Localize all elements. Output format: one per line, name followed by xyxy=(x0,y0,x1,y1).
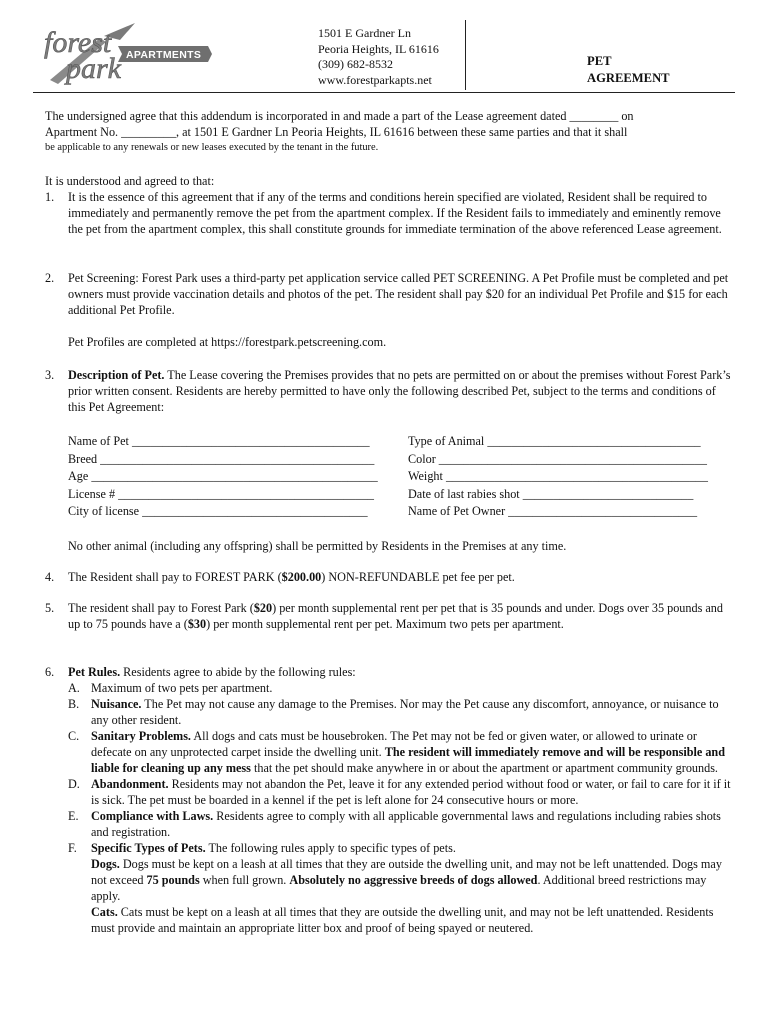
address-phone: (309) 682-8532 xyxy=(318,57,393,71)
clause-body: ) per month supplemental rent per pet that is 35 pounds and under. Dogs over 35 pounds and up to 75 pounds have a ( xyxy=(68,601,723,631)
rule-letter: B. xyxy=(68,697,80,711)
clause-4-pet-fee xyxy=(45,569,735,585)
rule-lead: Specific Types of Pets. xyxy=(91,841,206,855)
clause-body: Residents agree to abide by the following rules: xyxy=(120,665,356,679)
rule-text: Maximum of two pets per apartment. xyxy=(91,681,273,695)
rule-text xyxy=(91,840,735,936)
intro-paragraph xyxy=(45,108,735,156)
field-city-of-license[interactable]: City of license _____________________________________ xyxy=(68,504,368,519)
rule-lead: Sanitary Problems. xyxy=(91,729,191,743)
field-type-of-animal[interactable]: Type of Animal ___________________________________ xyxy=(408,434,701,448)
rule-letter: E. xyxy=(68,809,79,823)
rule-body: . Additional breed restrictions may apply. xyxy=(91,873,707,903)
pet-fee-amount: $200.00 xyxy=(281,570,322,584)
clause-body: The Lease covering the Premises provides that no pets are permitted on or about the premises without Forest Park’s prior written consent. Residents are hereby permitted to have only the following described Pet, subject to the terms and conditions of this Pet Agreement: xyxy=(68,368,731,414)
document-title xyxy=(587,53,670,87)
field-breed[interactable]: Breed _____________________________________________ xyxy=(68,451,375,466)
logo-word-forest: forest xyxy=(44,26,112,59)
clause-number: 4. xyxy=(45,570,55,584)
address-street: 1501 E Gardner Ln xyxy=(318,26,411,40)
forest-park-logo xyxy=(40,18,215,88)
rule-text xyxy=(91,808,735,840)
intro-line-3: be applicable to any renewals or new leases executed by the tenant in the future. xyxy=(45,142,379,153)
rent-amount-large: $30 xyxy=(187,617,207,631)
dogs-lead: Dogs. xyxy=(91,857,120,871)
clause-1 xyxy=(45,189,735,237)
field-name-of-pet-owner[interactable]: Name of Pet Owner _______________________________ xyxy=(408,504,698,519)
address-city: Peoria Heights, IL 61616 xyxy=(318,41,439,56)
rule-body: Residents agree to comply with all applicable governmental laws and regulations including rabies shots and registration. xyxy=(91,809,721,839)
understood-heading: It is understood and agreed to that: xyxy=(45,174,215,188)
rule-body: when full grown. xyxy=(199,873,290,887)
clause-text: No other animal (including any offspring) shall be permitted by Residents in the Premises at any time. xyxy=(68,539,567,553)
rule-cats xyxy=(91,904,735,936)
clause-6-pet-rules xyxy=(45,664,735,936)
clause-text: It is the essence of this agreement that if any of the terms and conditions herein specified are violated, Resident shall be required to immediately and permanently remove the pet from the apartment complex. If the Resident fails to immediately and eminently remove the pet from the apartment complex, this shall constitute grounds for immediate termination of the above referenced Lease agreement. xyxy=(68,190,722,236)
header-divider xyxy=(465,20,466,90)
title-line-2: AGREEMENT xyxy=(587,71,670,85)
rule-letter: F. xyxy=(68,841,77,855)
rule-f-intro xyxy=(91,840,735,856)
rule-body: All dogs and cats must be housebroken. The Pet may not be fed or given water, or allowed to urinate or defecate on any unprotected carpet inside the dwelling unit. xyxy=(91,729,697,759)
clause-text xyxy=(68,367,735,415)
fields-right-column xyxy=(408,433,708,521)
clause-3-description-of-pet xyxy=(45,367,735,415)
field-age[interactable]: Age _______________________________________________ xyxy=(68,469,378,484)
clause-5-supplemental-rent xyxy=(45,600,735,632)
rule-dogs xyxy=(91,856,735,904)
rule-e-compliance xyxy=(68,808,735,840)
rule-body: The Pet may not cause any damage to the Premises. Nor may the Pet cause any discomfort, annoyance, or nuisance to any other resident. xyxy=(91,697,719,727)
clause-number: 6. xyxy=(45,665,55,679)
clause-body: The Resident shall pay to FOREST PARK ( xyxy=(68,570,282,584)
clause-body: ) per month supplemental rent per pet. Maximum two pets per apartment. xyxy=(206,617,564,631)
rule-d-abandonment xyxy=(68,776,735,808)
clause-lead: Pet Rules. xyxy=(68,665,121,679)
clause-text xyxy=(68,664,735,936)
fields-left-column xyxy=(68,433,378,521)
clause-text xyxy=(68,600,735,632)
logo-banner-text: APARTMENTS xyxy=(126,49,202,61)
title-line-1: PET xyxy=(587,54,612,68)
rule-text xyxy=(91,728,735,776)
rule-a xyxy=(68,680,735,696)
rule-lead: Compliance with Laws. xyxy=(91,809,214,823)
rule-b-nuisance xyxy=(68,696,735,728)
clause-lead: Description of Pet. xyxy=(68,368,165,382)
rule-letter: C. xyxy=(68,729,80,743)
clause-body: ) NON-REFUNDABLE pet fee per pet. xyxy=(321,570,515,584)
intro-line-2: Apartment No. _________, at 1501 E Gardner Ln Peoria Heights, IL 61616 between these same parties and that it shall xyxy=(45,125,628,139)
pet-profiles-url-text: Pet Profiles are completed at https://forestpark.petscreening.com. xyxy=(68,335,387,349)
dogs-aggressive-breeds: Absolutely no aggressive breeds of dogs allowed xyxy=(289,873,538,887)
intro-line-1: The undersigned agree that this addendum is incorporated in and made a part of the Lease agreement dated ________ on xyxy=(45,109,634,123)
clause-text: Pet Screening: Forest Park uses a third-party pet application service called PET SCREENING. A Pet Profile must be completed and pet owners must provide vaccination details and photos of the pet. The resident shall pay $20 for an individual Pet Profile and $15 for each additional Pet Profile. xyxy=(68,271,729,317)
field-weight[interactable]: Weight ___________________________________________ xyxy=(408,469,708,484)
address-website: www.forestparkapts.net xyxy=(318,72,432,87)
logo-word-park: park xyxy=(66,52,121,85)
clause-number: 1. xyxy=(45,190,55,204)
rule-letter: D. xyxy=(68,777,80,791)
dogs-weight-limit: 75 pounds xyxy=(146,873,200,887)
clause-number: 5. xyxy=(45,601,55,615)
rule-letter: A. xyxy=(68,681,80,695)
rule-body: The following rules apply to specific types of pets. xyxy=(205,841,456,855)
rule-body: Dogs must be kept on a leash at all times that they are outside the dwelling unit, and may not be left unattended. Dogs may not exceed xyxy=(91,857,722,887)
clause-body: The resident shall pay to Forest Park ( xyxy=(68,601,254,615)
rule-lead: Abandonment. xyxy=(91,777,169,791)
no-other-animal-note xyxy=(45,538,735,554)
rule-body: Cats must be kept on a leash at all times that they are outside the dwelling unit, and may not be left unattended. Residents must provide and maintain an appropriate litter box and proof of being spayed or neutered. xyxy=(91,905,714,935)
field-date-of-last-rabies-shot[interactable]: Date of last rabies shot ____________________________ xyxy=(408,486,694,501)
rule-bold: The resident will immediately remove and will be responsible and liable for cleaning up any mess xyxy=(91,745,725,775)
clause-2-pet-screening xyxy=(45,270,735,350)
rule-f-specific-types xyxy=(68,840,735,936)
rent-amount-small: $20 xyxy=(253,601,273,615)
field-license-number[interactable]: License # __________________________________________ xyxy=(68,486,375,501)
rule-body: Residents may not abandon the Pet, leave it for any extended period without food or water, or fail to care for it if it is sick. The pet must be boarded in a kennel if the pet is left alone for 24 consecutive hours or more. xyxy=(91,777,731,807)
pet-rules-intro xyxy=(68,664,735,680)
header-rule xyxy=(33,92,735,93)
clause-number: 2. xyxy=(45,271,55,285)
clause-text xyxy=(68,569,735,585)
field-name-of-pet[interactable]: Name of Pet _______________________________________ xyxy=(68,434,370,448)
rule-body: that the pet should make anywhere in or about the apartment or apartment community grounds. xyxy=(250,761,718,775)
rule-lead: Nuisance. xyxy=(91,697,142,711)
rule-text xyxy=(91,696,735,728)
field-color[interactable]: Color ____________________________________________ xyxy=(408,451,707,466)
rule-c-sanitary xyxy=(68,728,735,776)
rule-text xyxy=(91,776,735,808)
property-address xyxy=(318,26,439,88)
clause-number: 3. xyxy=(45,368,55,382)
cats-lead: Cats. xyxy=(91,905,118,919)
